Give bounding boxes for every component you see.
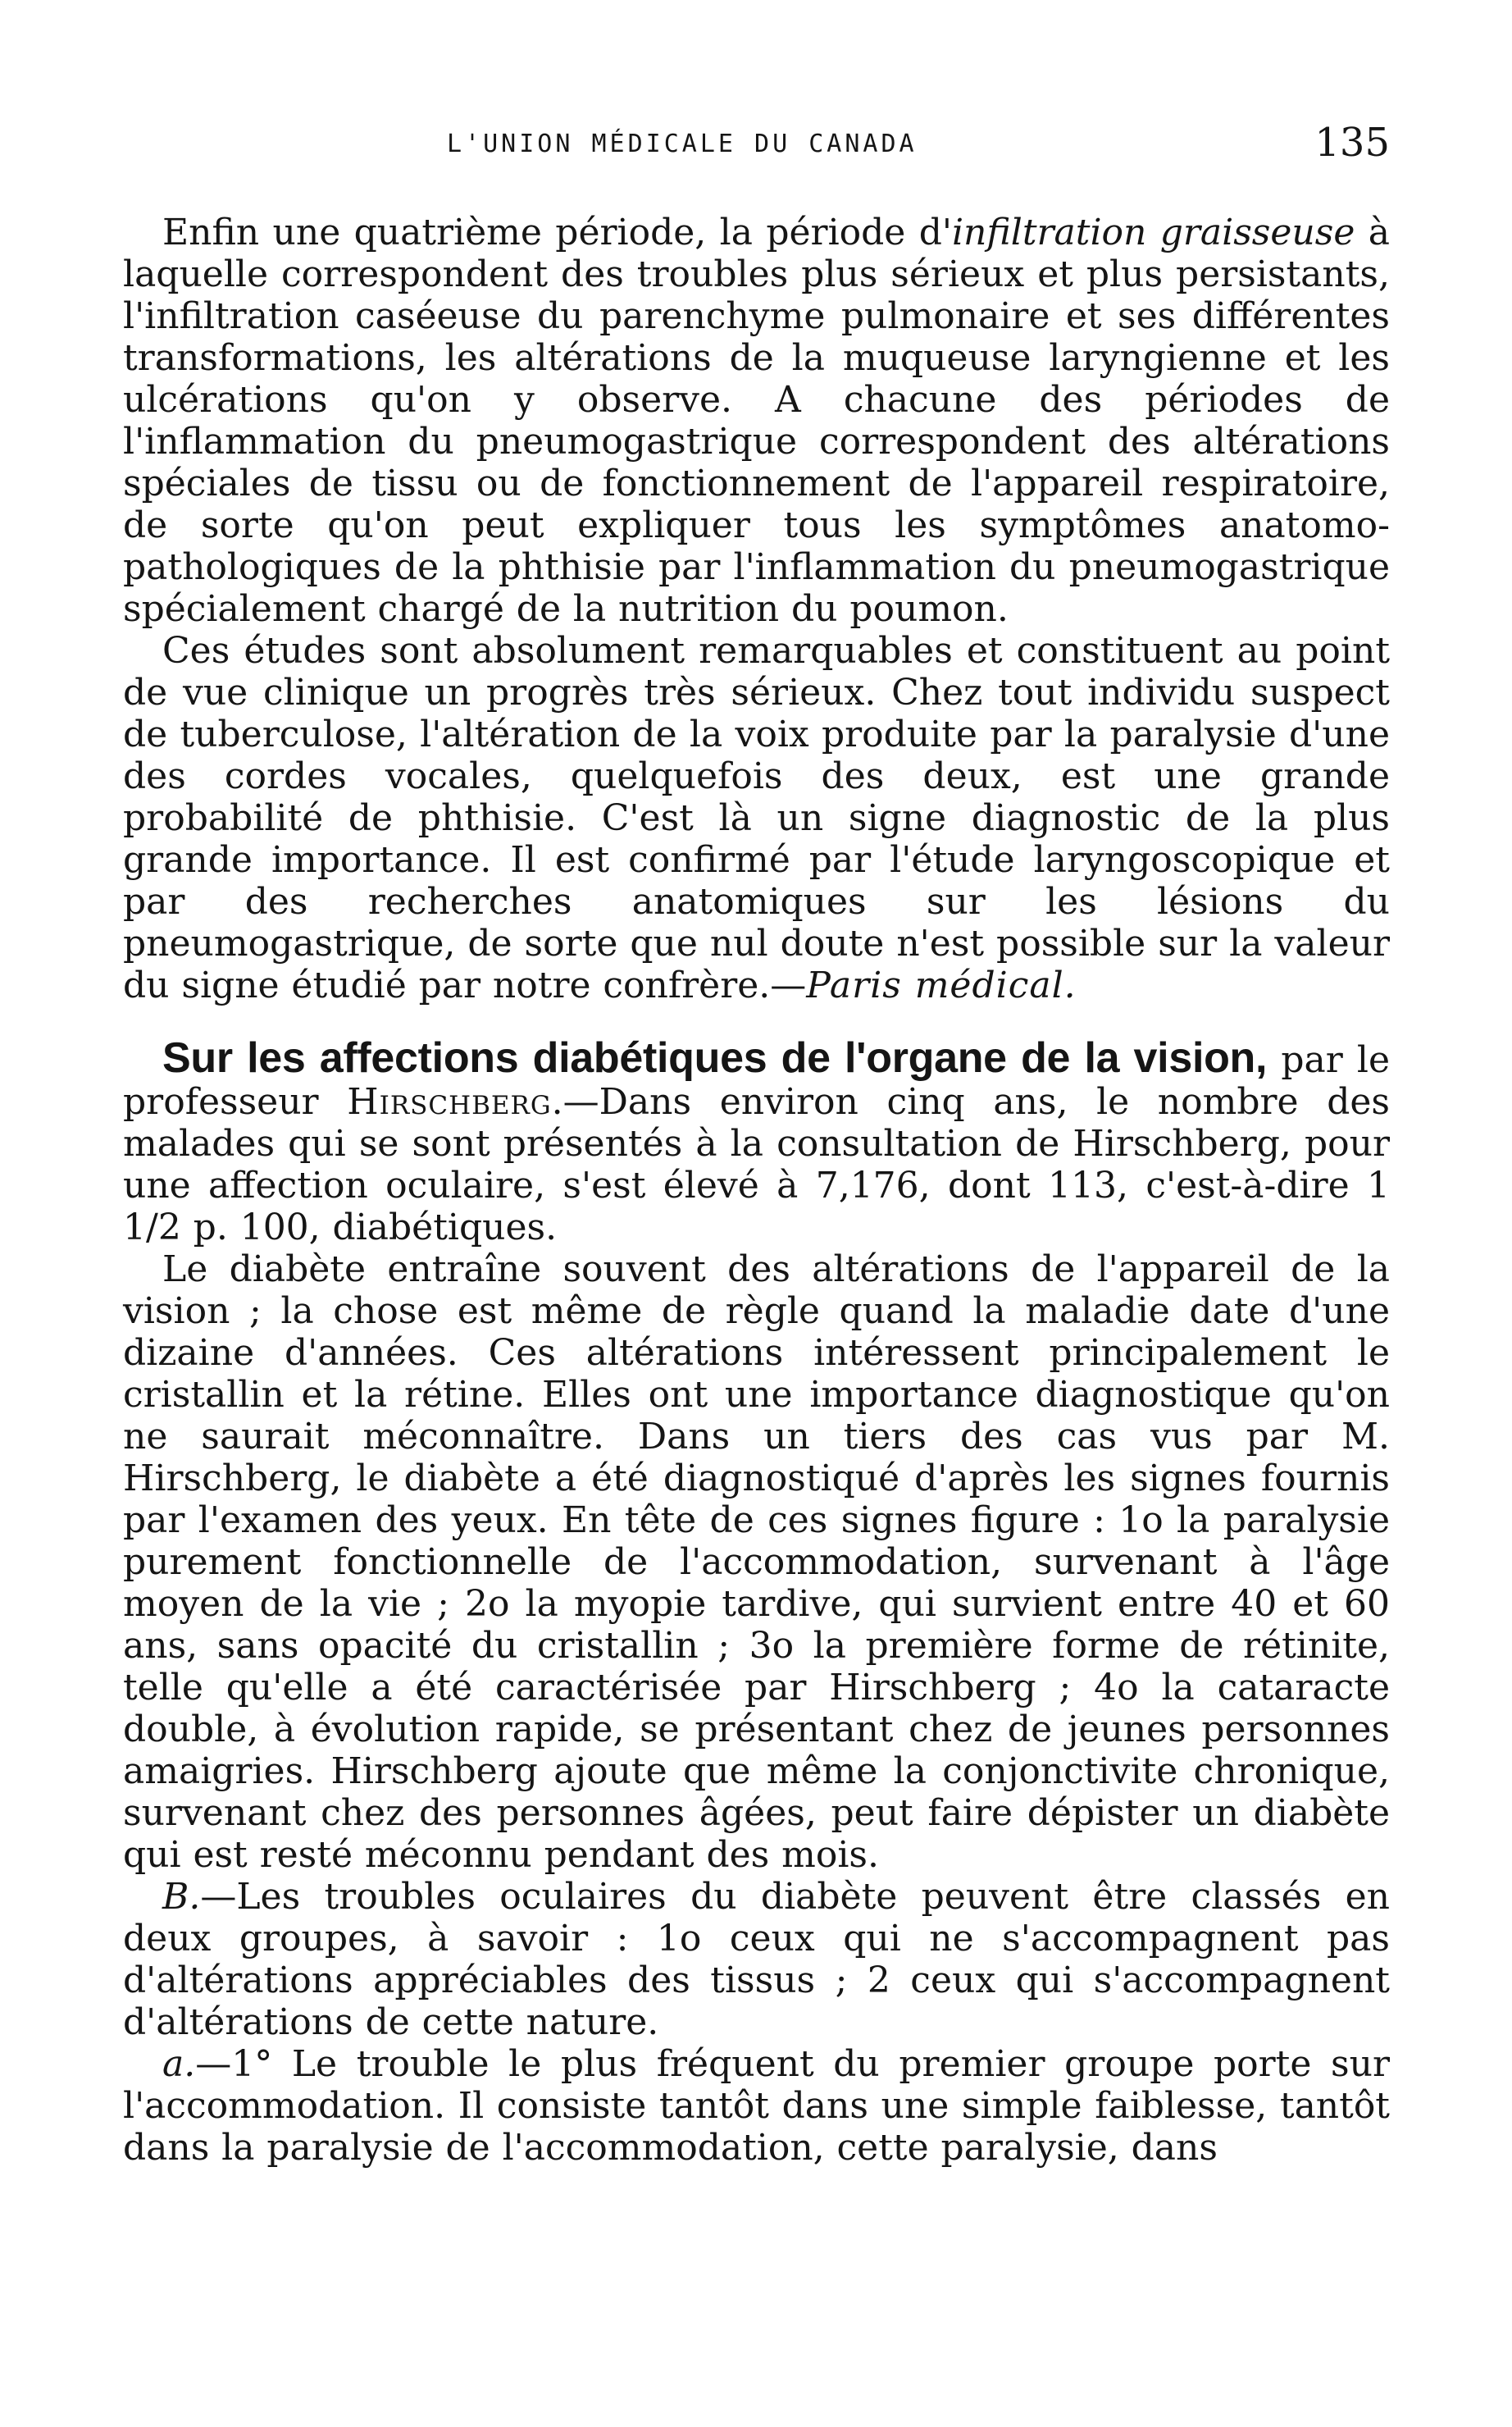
section-heading: Sur les affections diabétiques de l'organe de la vision,: [162, 1034, 1268, 1082]
paragraph-tail: à laquelle correspondent des troubles plus sérieux et plus persistants, l'infiltration caséeuse du parenchyme pulmonaire et ses différentes transformations, les altérations de la muqueuse laryngienne et les ulcérations qu'on y observe. A chacune des périodes de l'inflammation du pneumogastrique correspondent des altérations spéciales de tissu ou de fonctionnement de l'appareil respiratoire, de sorte qu'on peut expliquer tous les symptômes anatomo-pathologiques de la phthisie par l'inflammation du pneumogastrique spécialement chargé de la nutrition du poumon.: [123, 212, 1390, 630]
page-header: [123, 120, 1390, 174]
paragraph-body: Ces études sont absolument remarquables et constituent au point de vue clinique un progrès très sérieux. Chez tout individu suspect de tuberculose, l'altération de la voix produite par la paralysie d'une des cordes vocales, quelquefois des deux, est une grande probabilité de phthisie. C'est là un signe diagnostic de la plus grande importance. Il est confirmé par l'étude laryngoscopique et par des recherches anatomiques sur les lésions du pneumogastrique, de sorte que nul doute n'est possible sur la valeur du signe étudié par notre confrère.—: [123, 630, 1390, 1006]
paragraph-lead: Enfin une quatrième période, la période d': [162, 212, 952, 253]
page-number: 135: [1314, 120, 1390, 166]
paragraph-infiltration: [123, 212, 1390, 630]
section-body: .—Dans environ cinq ans, le nombre des malades qui se sont présentés à la consultation de Hirschberg, pour une affection oculaire, s'est élevé à 7,176, dont 113, c'est-à-dire 1 1/2 p. 100, diabétiques.: [123, 1081, 1390, 1248]
italic-term: infiltration graisseuse: [951, 212, 1355, 253]
section-heading-tail: par le professeur: [123, 1039, 1390, 1123]
article-body: [123, 212, 1390, 2169]
paragraph-ocular-troubles: [123, 1876, 1390, 2043]
paragraph-diabetic-alterations: [123, 1248, 1390, 1876]
paragraph-marker: a.: [162, 2043, 196, 2085]
paragraph-clinical-value: [123, 630, 1390, 1006]
source-citation: Paris médical.: [806, 965, 1077, 1006]
diabetic-vision-section: [123, 1034, 1390, 1248]
paragraph-accommodation: [123, 2043, 1390, 2169]
paragraph-body: Le diabète entraîne souvent des altérations de l'appareil de la vision ; la chose est même de règle quand la maladie date d'une dizaine d'années. Ces altérations intéressent principalement le cristallin et la rétine. Elles ont une importance diagnostique qu'on ne saurait méconnaître. Dans un tiers des cas vus par M. Hirschberg, le diabète a été diagnostiqué d'après les signes fournis par l'examen des yeux. En tête de ces signes figure : 1o la paralysie purement fonctionnelle de l'accommodation, survenant à l'âge moyen de la vie ; 2o la myopie tardive, qui survient entre 40 et 60 ans, sans opacité du cristallin ; 3o la première forme de rétinite, telle qu'elle a été caractérisée par Hirschberg ; 4o la cataracte double, à évolution rapide, se présentant chez de jeunes personnes amaigries. Hirschberg ajoute que même la conjonctivite chronique, survenant chez des personnes âgées, peut faire dépister un diabète qui est resté méconnu pendant des mois.: [123, 1248, 1390, 1876]
paragraph-marker: B.: [162, 1876, 201, 1918]
section-spacer: [123, 1006, 1390, 1038]
author-name: Hirschberg: [347, 1081, 552, 1123]
paragraph-body: —Les troubles oculaires du diabète peuvent être classés en deux groupes, à savoir : 1o ceux qui ne s'accompagnent pas d'altérations appréciables des tissus ; 2 ceux qui s'accompagnent d'altérations de cette nature.: [123, 1876, 1390, 2043]
running-title: L'UNION MÉDICALE DU CANADA: [447, 130, 918, 158]
paragraph-body: —1° Le trouble le plus fréquent du premier groupe porte sur l'accommodation. Il consiste tantôt dans une simple faiblesse, tantôt dans la paralysie de l'accommodation, cette paralysie, dans: [123, 2043, 1390, 2169]
